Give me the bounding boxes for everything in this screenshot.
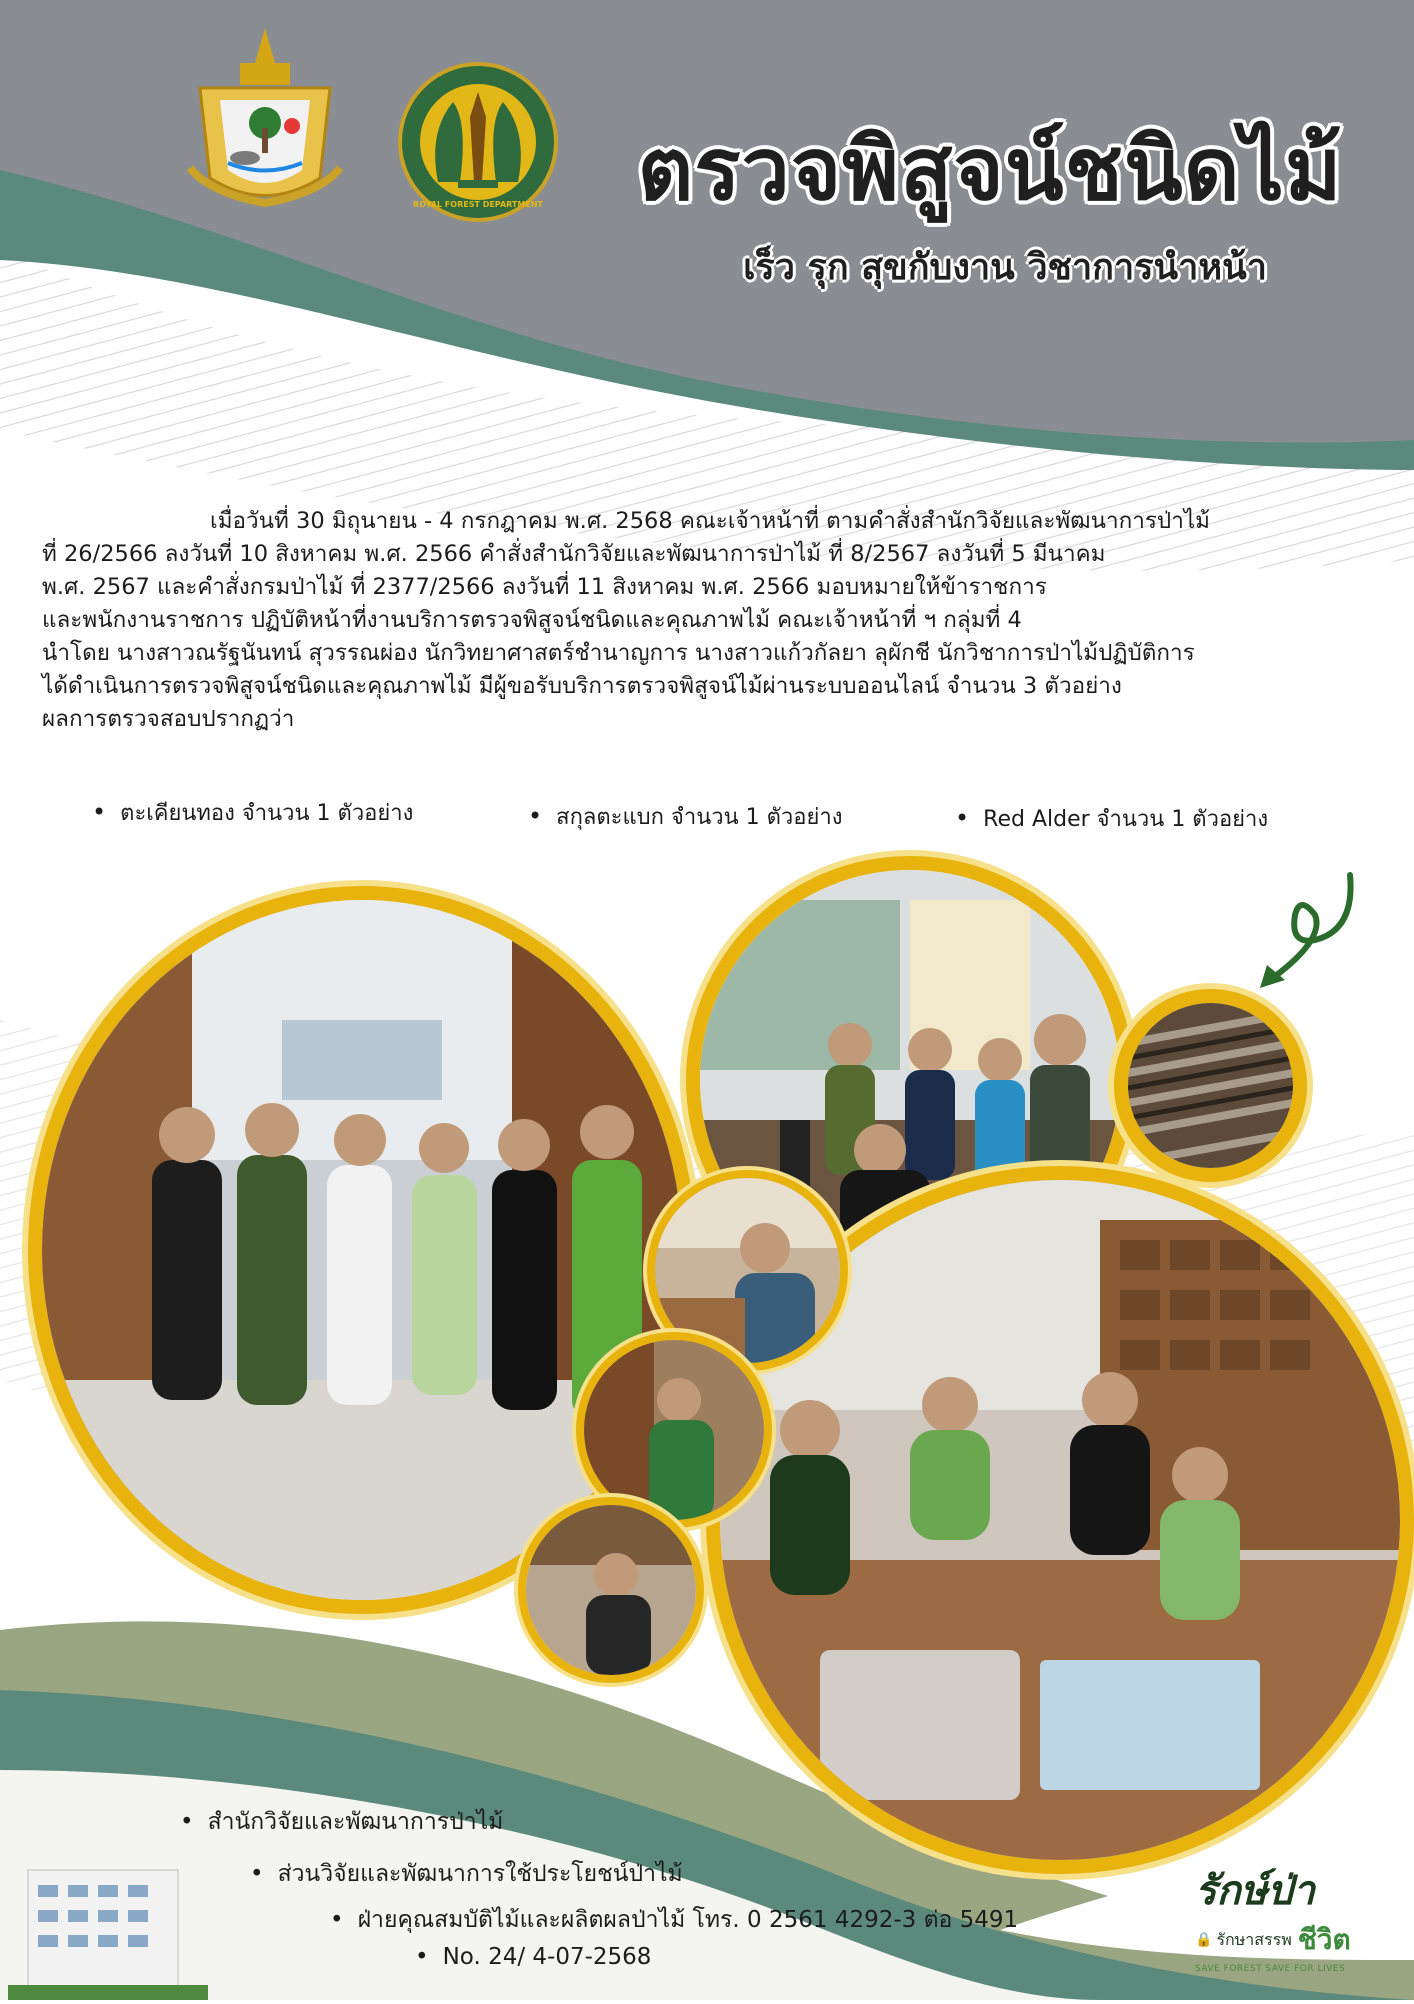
brand-line1: รักษ์ป่า <box>1195 1868 1315 1914</box>
save-forest-brand-logo <box>1195 1858 1395 1974</box>
wood-closeup-photo <box>1128 1003 1293 1168</box>
footer-office: • สำนักวิจัยและพัฒนาการป่าไม้ <box>180 1804 503 1840</box>
body-line: และพนักงานราชการ ปฏิบัติหน้าที่งานบริการตรวจพิสูจน์ชนิดและคุณภาพไม้ คณะเจ้าหน้าที่ ฯ กลุ่มที่ 4 <box>42 607 1022 633</box>
result-item: • ตะเคียนทอง จำนวน 1 ตัวอย่าง <box>92 795 413 830</box>
inspection-photo-3 <box>526 1505 696 1675</box>
body-line: พ.ศ. 2567 และคำสั่งกรมป่าไม้ ที่ 2377/2566 ลงวันที่ 11 สิงหาคม พ.ศ. 2566 มอบหมายให้ข้าราชการ <box>42 574 1047 600</box>
body-line: เมื่อวันที่ 30 มิถุนายน - 4 กรกฎาคม พ.ศ. 2568 คณะเจ้าหน้าที่ ตามคำสั่งสำนักวิจัยและพัฒนาการป่าไม้ <box>210 508 1210 534</box>
ministry-emblem-logo <box>180 28 350 218</box>
inspection-photo-1 <box>655 1178 840 1363</box>
building-photo <box>8 1850 208 2000</box>
footer-doc-number: • No. 24/ 4-07-2568 <box>415 1944 651 1970</box>
brand-line1b: ชีวิต <box>1297 1923 1351 1956</box>
result-item: • Red Alder จำนวน 1 ตัวอย่าง <box>955 801 1268 836</box>
inspection-photo-2 <box>584 1340 764 1520</box>
rfd-logo-text: ROYAL FOREST DEPARTMENT <box>413 200 543 209</box>
page-subtitle: เร็ว รุก สุขกับงาน วิชาการนำหน้า <box>743 247 1267 288</box>
body-line: ได้ดำเนินการตรวจพิสูจน์ชนิดและคุณภาพไม้ มีผู้ขอรับบริการตรวจพิสูจน์ไม้ผ่านระบบออนไลน์ จำนวน 3 ตัวอย่าง <box>42 673 1122 699</box>
brand-line3: SAVE FOREST SAVE FOR LIVES <box>1195 1964 1346 1974</box>
footer-division: • ส่วนวิจัยและพัฒนาการใช้ประโยชน์ป่าไม้ <box>250 1856 683 1892</box>
body-line: นำโดย นางสาวณรัฐนันทน์ สุวรรณผ่อง นักวิทยาศาสตร์ชำนาญการ นางสาวแก้วกัลยา ลุผักชี นักวิชาการป่าไม้ปฏิบัติการ <box>42 640 1195 666</box>
result-item: • สกุลตะแบก จำนวน 1 ตัวอย่าง <box>528 799 842 834</box>
page-title: ตรวจพิสูจน์ชนิดไม้ <box>637 120 1343 220</box>
body-paragraph <box>42 505 1402 736</box>
brand-line2: รักษาสรรพ <box>1216 1929 1292 1949</box>
lock-icon: 🔒 <box>1195 1932 1213 1948</box>
body-line: ที่ 26/2566 ลงวันที่ 10 สิงหาคม พ.ศ. 2566 คำสั่งสำนักวิจัยและพัฒนาการป่าไม้ ที่ 8/2567 ลงวันที่ 5 มีนาคม <box>42 541 1106 567</box>
curly-arrow-icon <box>1255 870 1365 990</box>
body-line: ผลการตรวจสอบปรากฏว่า <box>42 706 295 732</box>
footer-contact: • ฝ่ายคุณสมบัติไม้และผลิตผลป่าไม้ โทร. 0 2561 4292-3 ต่อ 5491 <box>330 1902 1018 1938</box>
royal-forest-department-logo <box>398 62 558 222</box>
group-photo <box>42 900 682 1600</box>
